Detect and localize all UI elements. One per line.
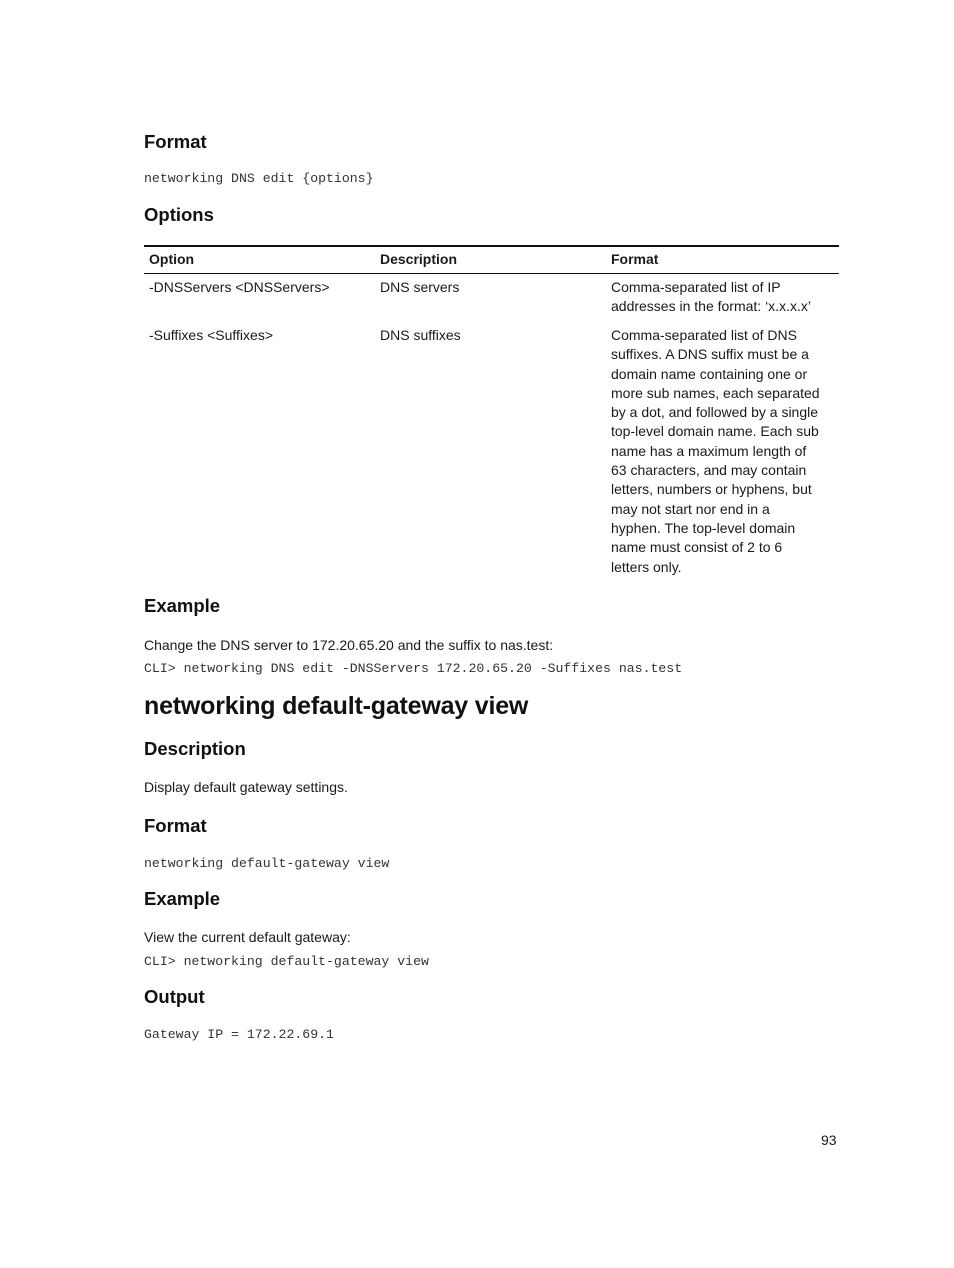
format-code: networking DNS edit {options}: [144, 171, 374, 186]
section-title: networking default-gateway view: [144, 692, 529, 720]
column-header-option: Option: [144, 246, 375, 274]
example-text: View the current default gateway:: [144, 929, 351, 945]
description-text: Display default gateway settings.: [144, 779, 348, 795]
options-table-header: [144, 246, 839, 274]
option-cell: -Suffixes <Suffixes>: [149, 327, 273, 343]
option-cell: -DNSServers <DNSServers>: [149, 279, 330, 295]
page-number: 93: [821, 1132, 837, 1148]
format-code: networking default-gateway view: [144, 856, 390, 871]
column-header-format: Format: [606, 246, 839, 274]
options-heading: Options: [144, 204, 214, 225]
column-header-description: Description: [375, 246, 606, 274]
example-text: Change the DNS server to 172.20.65.20 and the suffix to nas.test:: [144, 637, 554, 653]
example-code: CLI> networking default-gateway view: [144, 954, 429, 969]
options-table: [144, 245, 839, 577]
example-heading: Example: [144, 595, 221, 616]
example-code: CLI> networking DNS edit -DNSServers 172.20.65.20 -Suffixes nas.test: [144, 661, 683, 676]
output-heading: Output: [144, 986, 205, 1007]
table-row: [144, 322, 839, 577]
output-code: Gateway IP = 172.22.69.1: [144, 1027, 334, 1042]
format-heading: Format: [144, 815, 207, 836]
description-cell: DNS suffixes: [380, 327, 461, 343]
table-row: [144, 274, 839, 323]
description-cell: DNS servers: [380, 279, 460, 295]
format-heading: Format: [144, 131, 207, 152]
format-cell: Comma-separated list of IP addresses in the format: ‘x.x.x.x’: [611, 279, 811, 315]
format-cell: Comma-separated list of DNS suffixes. A DNS suffix must be a domain name containing one or more sub names, each separated by a dot, and followed by a single top-level domain name. Each sub name has a maximum length of 63 characters, and may contain letters, numbers or hyphens, but may not start nor end in a hyphen. The top-level domain name must consist of 2 to 6 letters only.: [611, 327, 820, 575]
example-heading: Example: [144, 888, 221, 909]
description-heading: Description: [144, 738, 246, 759]
